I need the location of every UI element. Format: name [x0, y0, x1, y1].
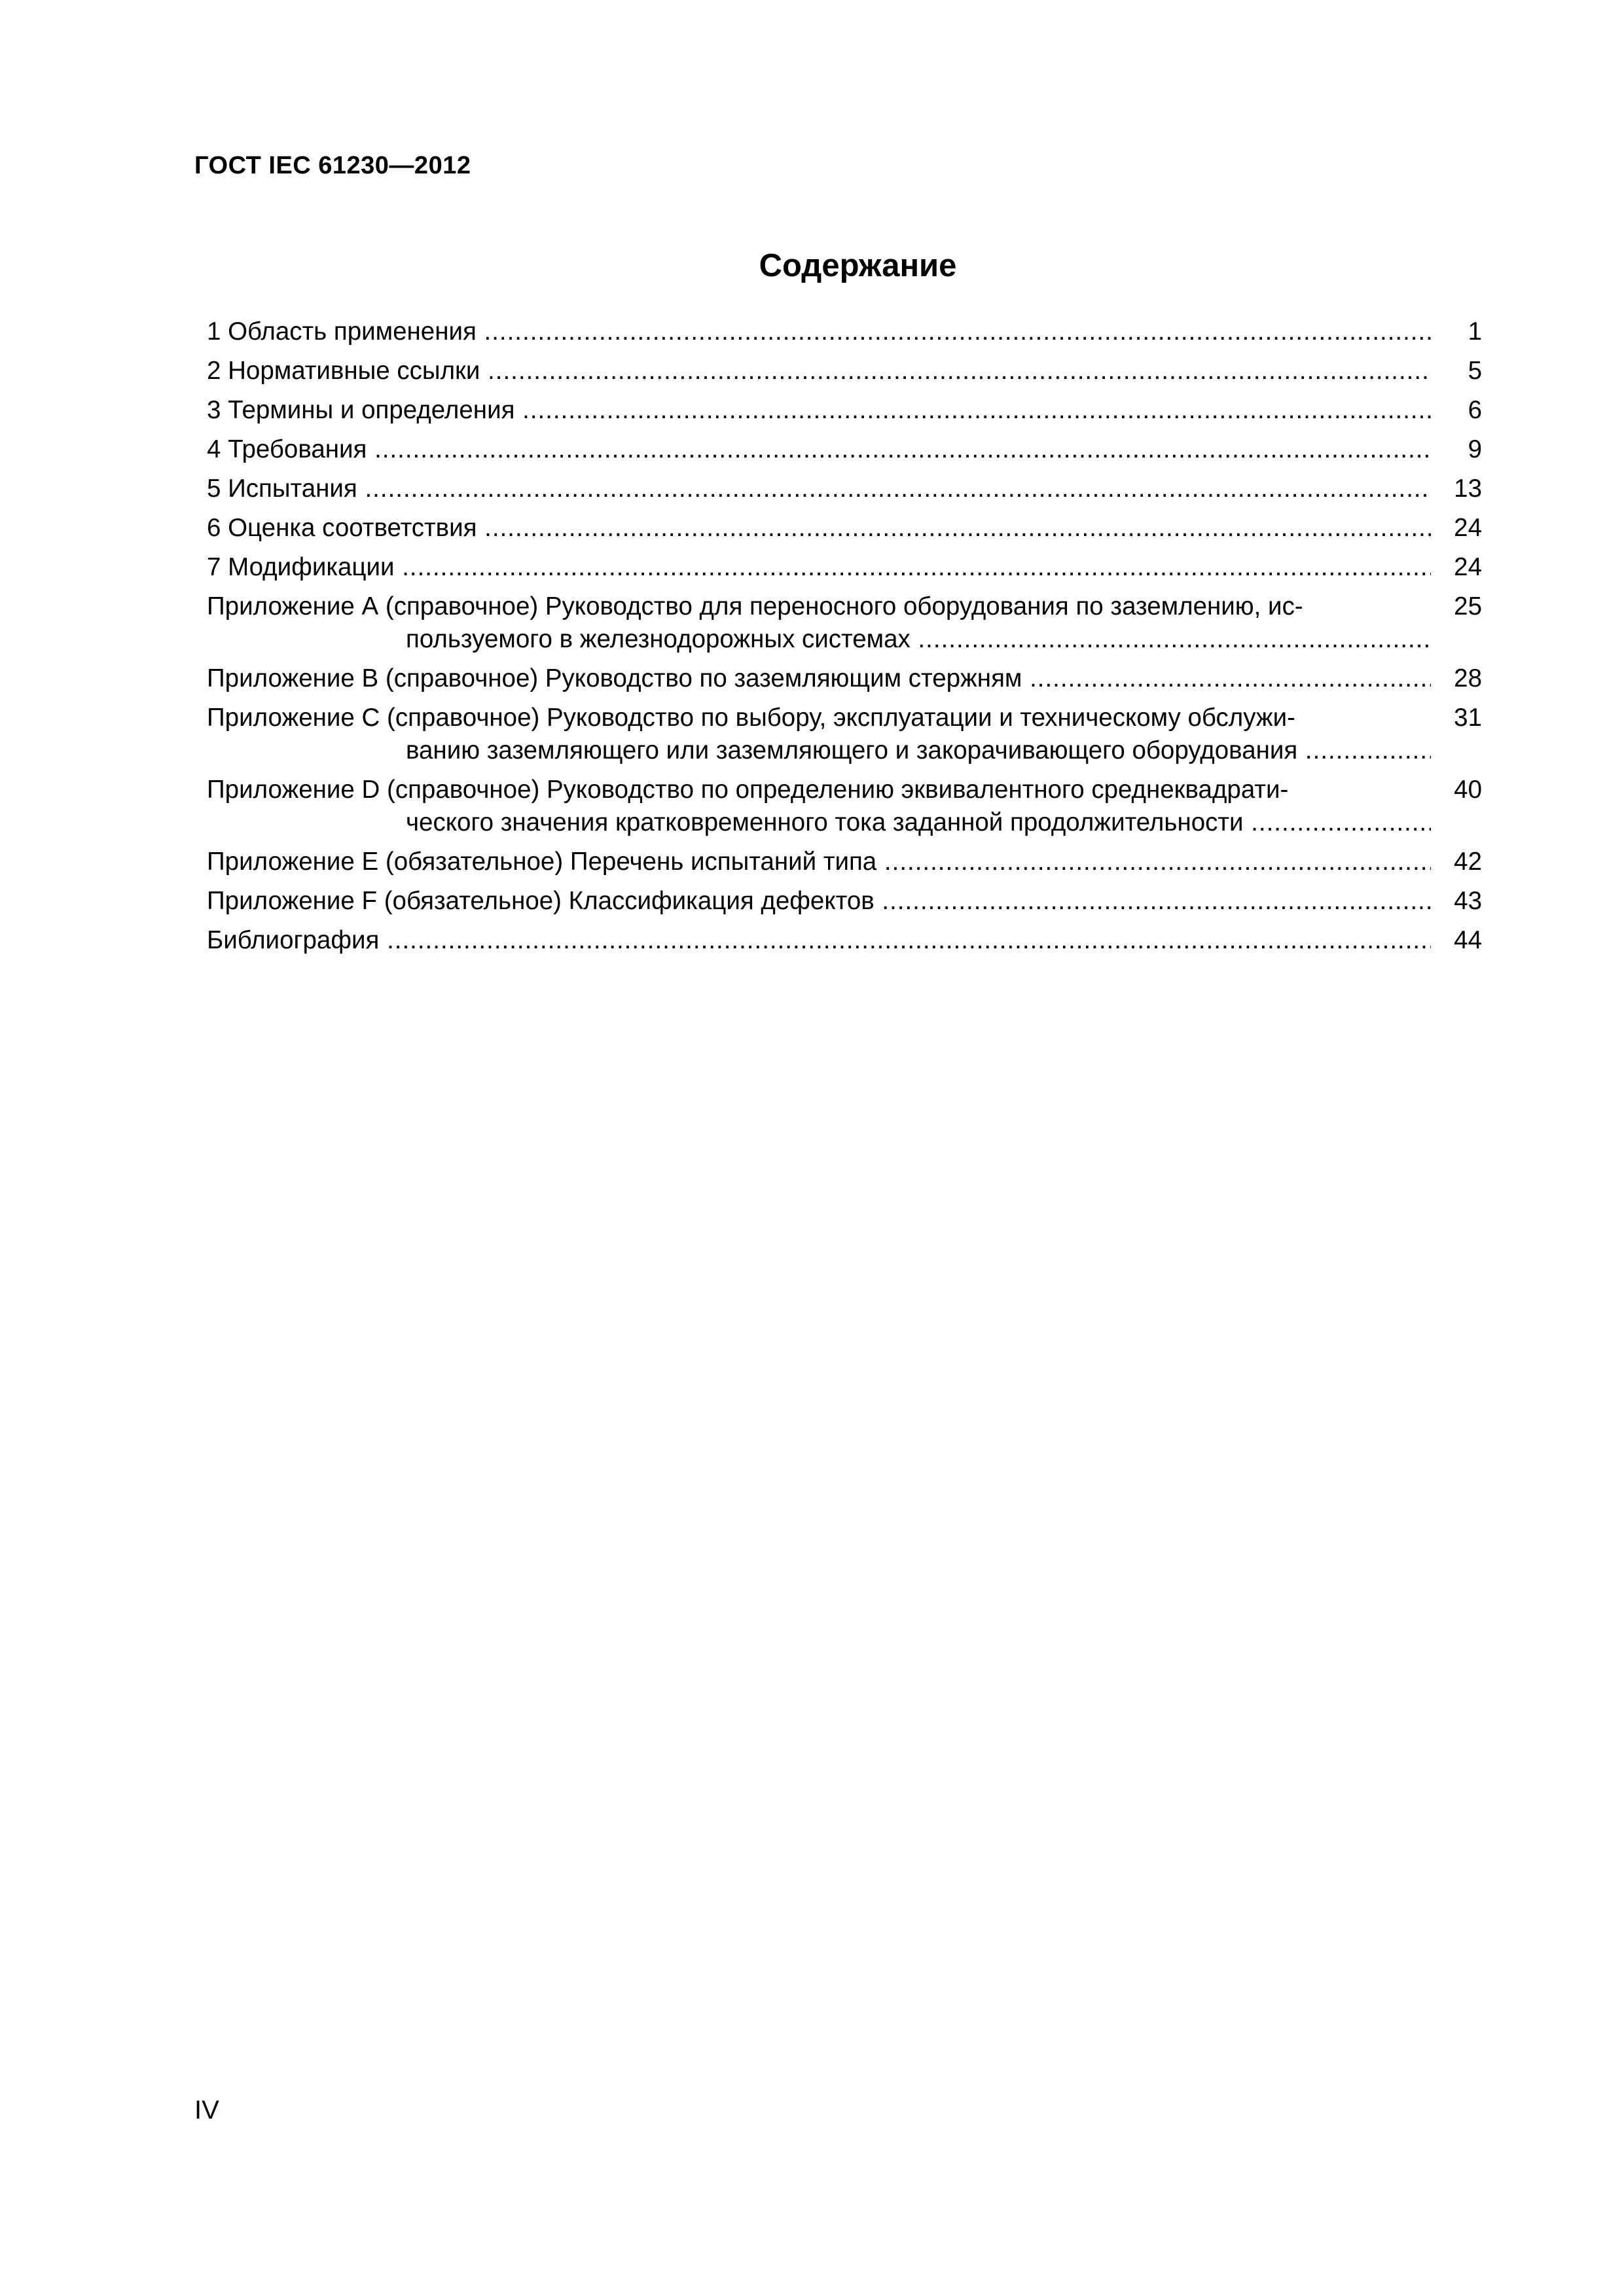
document-code-header: ГОСТ IEC 61230—2012	[194, 152, 471, 179]
toc-page-number: 13	[1454, 475, 1482, 503]
toc-page-number: 25	[1454, 592, 1482, 620]
toc-leader-dots	[477, 514, 1431, 542]
toc-page-number: 31	[1454, 704, 1482, 732]
toc-entry[interactable]	[207, 846, 1483, 878]
toc-leader-dots	[395, 553, 1432, 581]
toc-title: Содержание	[759, 248, 957, 283]
toc-entry[interactable]	[207, 885, 1483, 918]
toc-entry[interactable]	[207, 590, 1483, 656]
toc-entry-title: Приложение А (справочное) Руководство для переносного оборудования по заземлению, ис-	[207, 592, 1303, 620]
toc-entry-title: 7 Модификации	[207, 553, 395, 581]
toc-leader-dots	[379, 926, 1431, 954]
toc-page-number: 40	[1454, 776, 1482, 804]
toc-entry[interactable]	[207, 315, 1483, 348]
toc-page-number: 24	[1454, 553, 1482, 581]
toc-leader-dots	[477, 317, 1431, 346]
toc-entry-title: 3 Термины и определения	[207, 396, 515, 424]
toc-leader-dots	[514, 396, 1431, 424]
toc-entry-title: 2 Нормативные ссылки	[207, 357, 480, 385]
toc-page-number: 9	[1468, 435, 1482, 463]
toc-page-number: 6	[1468, 396, 1482, 424]
toc-entry[interactable]	[207, 355, 1483, 387]
toc-leader-dots	[911, 625, 1431, 653]
toc-entry-title: Библиография	[207, 926, 380, 954]
toc-entry[interactable]	[207, 662, 1483, 695]
toc-leader-dots	[480, 357, 1431, 385]
toc-page-number: 44	[1454, 926, 1482, 954]
toc-entry-title: Приложение В (справочное) Руководство по заземляющим стержням	[207, 664, 1022, 692]
toc-leader-dots	[1297, 736, 1431, 764]
toc-page-number: 1	[1468, 317, 1482, 346]
toc-page-number: 5	[1468, 357, 1482, 385]
toc-leader-dots	[367, 435, 1431, 463]
toc-entry-title: 4 Требования	[207, 435, 367, 463]
toc-entry[interactable]	[207, 473, 1483, 505]
toc-entry[interactable]	[207, 433, 1483, 466]
toc-entry[interactable]	[207, 512, 1483, 545]
page-number-footer: IV	[194, 2096, 219, 2125]
toc-entry[interactable]	[207, 702, 1483, 767]
table-of-contents	[207, 315, 1483, 963]
toc-entry-title: 1 Область применения	[207, 317, 477, 346]
toc-leader-dots	[357, 475, 1431, 503]
toc-entry[interactable]	[207, 394, 1483, 427]
toc-leader-dots	[875, 887, 1431, 915]
toc-leader-dots	[1022, 664, 1431, 692]
toc-entry[interactable]	[207, 924, 1483, 957]
toc-entry-title: Приложение F (обязательное) Классификация дефектов	[207, 887, 875, 915]
toc-entry-title-continued: ванию заземляющего или заземляющего и закорачивающего оборудования	[406, 736, 1298, 764]
toc-entry[interactable]	[207, 774, 1483, 839]
toc-entry-title: Приложение Е (обязательное) Перечень испытаний типа	[207, 848, 877, 876]
toc-page-number: 24	[1454, 514, 1482, 542]
toc-entry-title: Приложение С (справочное) Руководство по выбору, эксплуатации и техническому обслужи-	[207, 704, 1295, 732]
toc-page-number: 28	[1454, 664, 1482, 692]
toc-entry-title-continued: пользуемого в железнодорожных системах	[406, 625, 911, 653]
toc-entry-title-continued: ческого значения кратковременного тока заданной продолжительности	[406, 808, 1244, 836]
toc-entry-title: 5 Испытания	[207, 475, 357, 503]
toc-leader-dots	[1244, 808, 1431, 836]
toc-page-number: 42	[1454, 848, 1482, 876]
toc-leader-dots	[876, 848, 1431, 876]
toc-entry-title: 6 Оценка соответствия	[207, 514, 477, 542]
toc-entry-title: Приложение D (справочное) Руководство по определению эквивалентного среднеквадрати-	[207, 776, 1289, 804]
toc-entry[interactable]	[207, 551, 1483, 584]
toc-page-number: 43	[1454, 887, 1482, 915]
